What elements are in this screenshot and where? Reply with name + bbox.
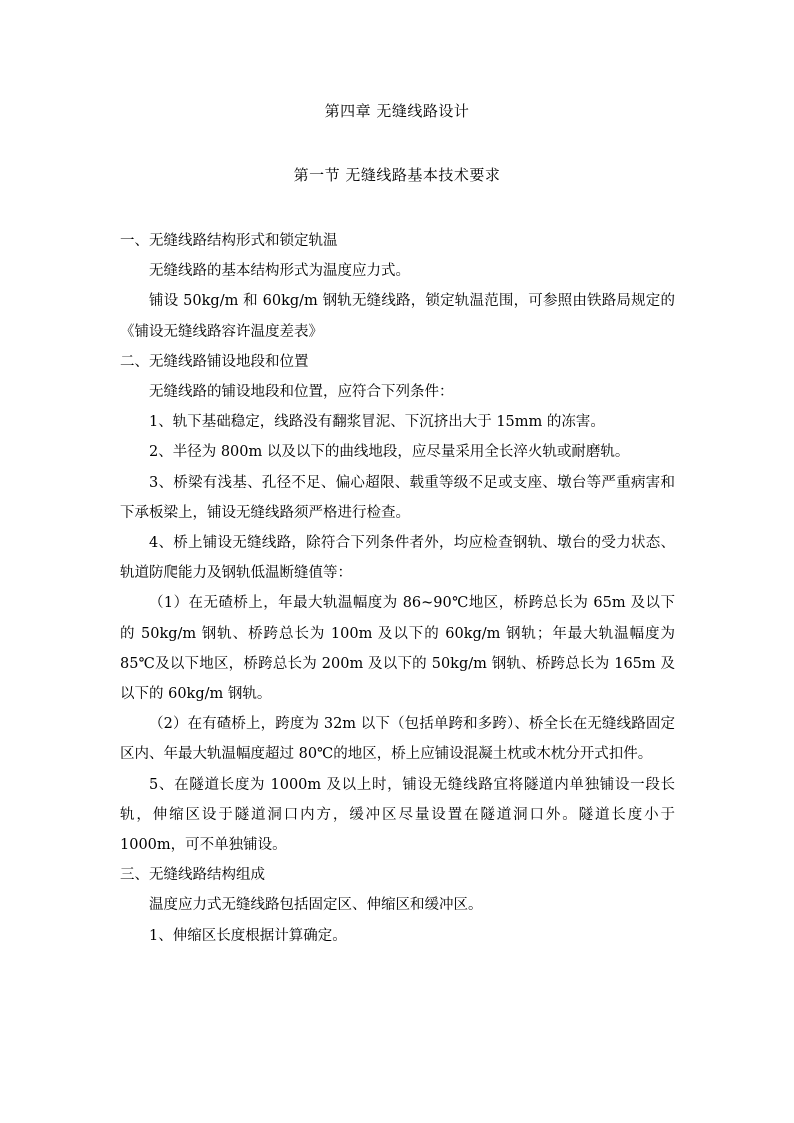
paragraph: 3、桥梁有浅基、孔径不足、偏心超限、载重等级不足或支座、墩台等严重病害和下承板梁上，铺设无缝线路须严格进行检查。 xyxy=(120,474,675,521)
paragraph: 4、桥上铺设无缝线路，除符合下列条件者外，均应检查钢轨、墩台的受力状态、轨道防爬能力及钢轨低温断缝值等： xyxy=(120,535,675,582)
section-title: 第一节 无缝线路基本技术要求 xyxy=(293,166,501,184)
paragraph: 5、在隧道长度为 1000m 及以上时，铺设无缝线路宜将隧道内单独铺设一段长轨，伸缩区设于隧道洞口内方，缓冲区尽量设置在隧道洞口外。隧道长度小于 1000m，可不单独铺设。 xyxy=(120,776,675,854)
paragraph: 铺设 50kg/m 和 60kg/m 钢轨无缝线路，锁定轨温范围，可参照由铁路局规定的《铺设无缝线路容许温度差表》 xyxy=(120,293,675,340)
paragraph: （2）在有碴桥上，跨度为 32m 以下（包括单跨和多跨）、桥全长在无缝线路固定区内、年最大轨温幅度超过 80℃的地区，桥上应铺设混凝土枕或木枕分开式扣件。 xyxy=(120,716,675,763)
paragraph: 无缝线路的铺设地段和位置，应符合下列条件： xyxy=(149,384,454,401)
paragraph: （1）在无碴桥上，年最大轨温幅度为 86~90℃地区，桥跨总长为 65m 及以下的 50kg/m 钢轨、桥跨总长为 100m 及以下的 60kg/m 钢轨；年最大轨温幅度为 85℃及以下地区，桥跨总长为 200m 及以下的 50kg/m 钢轨、桥跨总长为 165m 及以下的 60kg/m 钢轨。 xyxy=(120,595,675,703)
heading-laying-location: 二、无缝线路铺设地段和位置 xyxy=(120,353,309,370)
paragraph: 温度应力式无缝线路包括固定区、伸缩区和缓冲区。 xyxy=(149,897,483,914)
heading-structure-composition: 三、无缝线路结构组成 xyxy=(120,867,265,884)
paragraph: 无缝线路的基本结构形式为温度应力式。 xyxy=(149,263,410,280)
body-text xyxy=(120,226,675,951)
paragraph: 1、轨下基础稳定，线路没有翻浆冒泥、下沉挤出大于 15mm 的冻害。 xyxy=(149,414,605,431)
paragraph: 2、半径为 800m 以及以下的曲线地段，应尽量采用全长淬火轨或耐磨轨。 xyxy=(149,444,630,461)
chapter-title: 第四章 无缝线路设计 xyxy=(324,102,470,120)
heading-structure-form: 一、无缝线路结构形式和锁定轨温 xyxy=(120,233,338,249)
paragraph: 1、伸缩区长度根据计算确定。 xyxy=(149,927,347,944)
